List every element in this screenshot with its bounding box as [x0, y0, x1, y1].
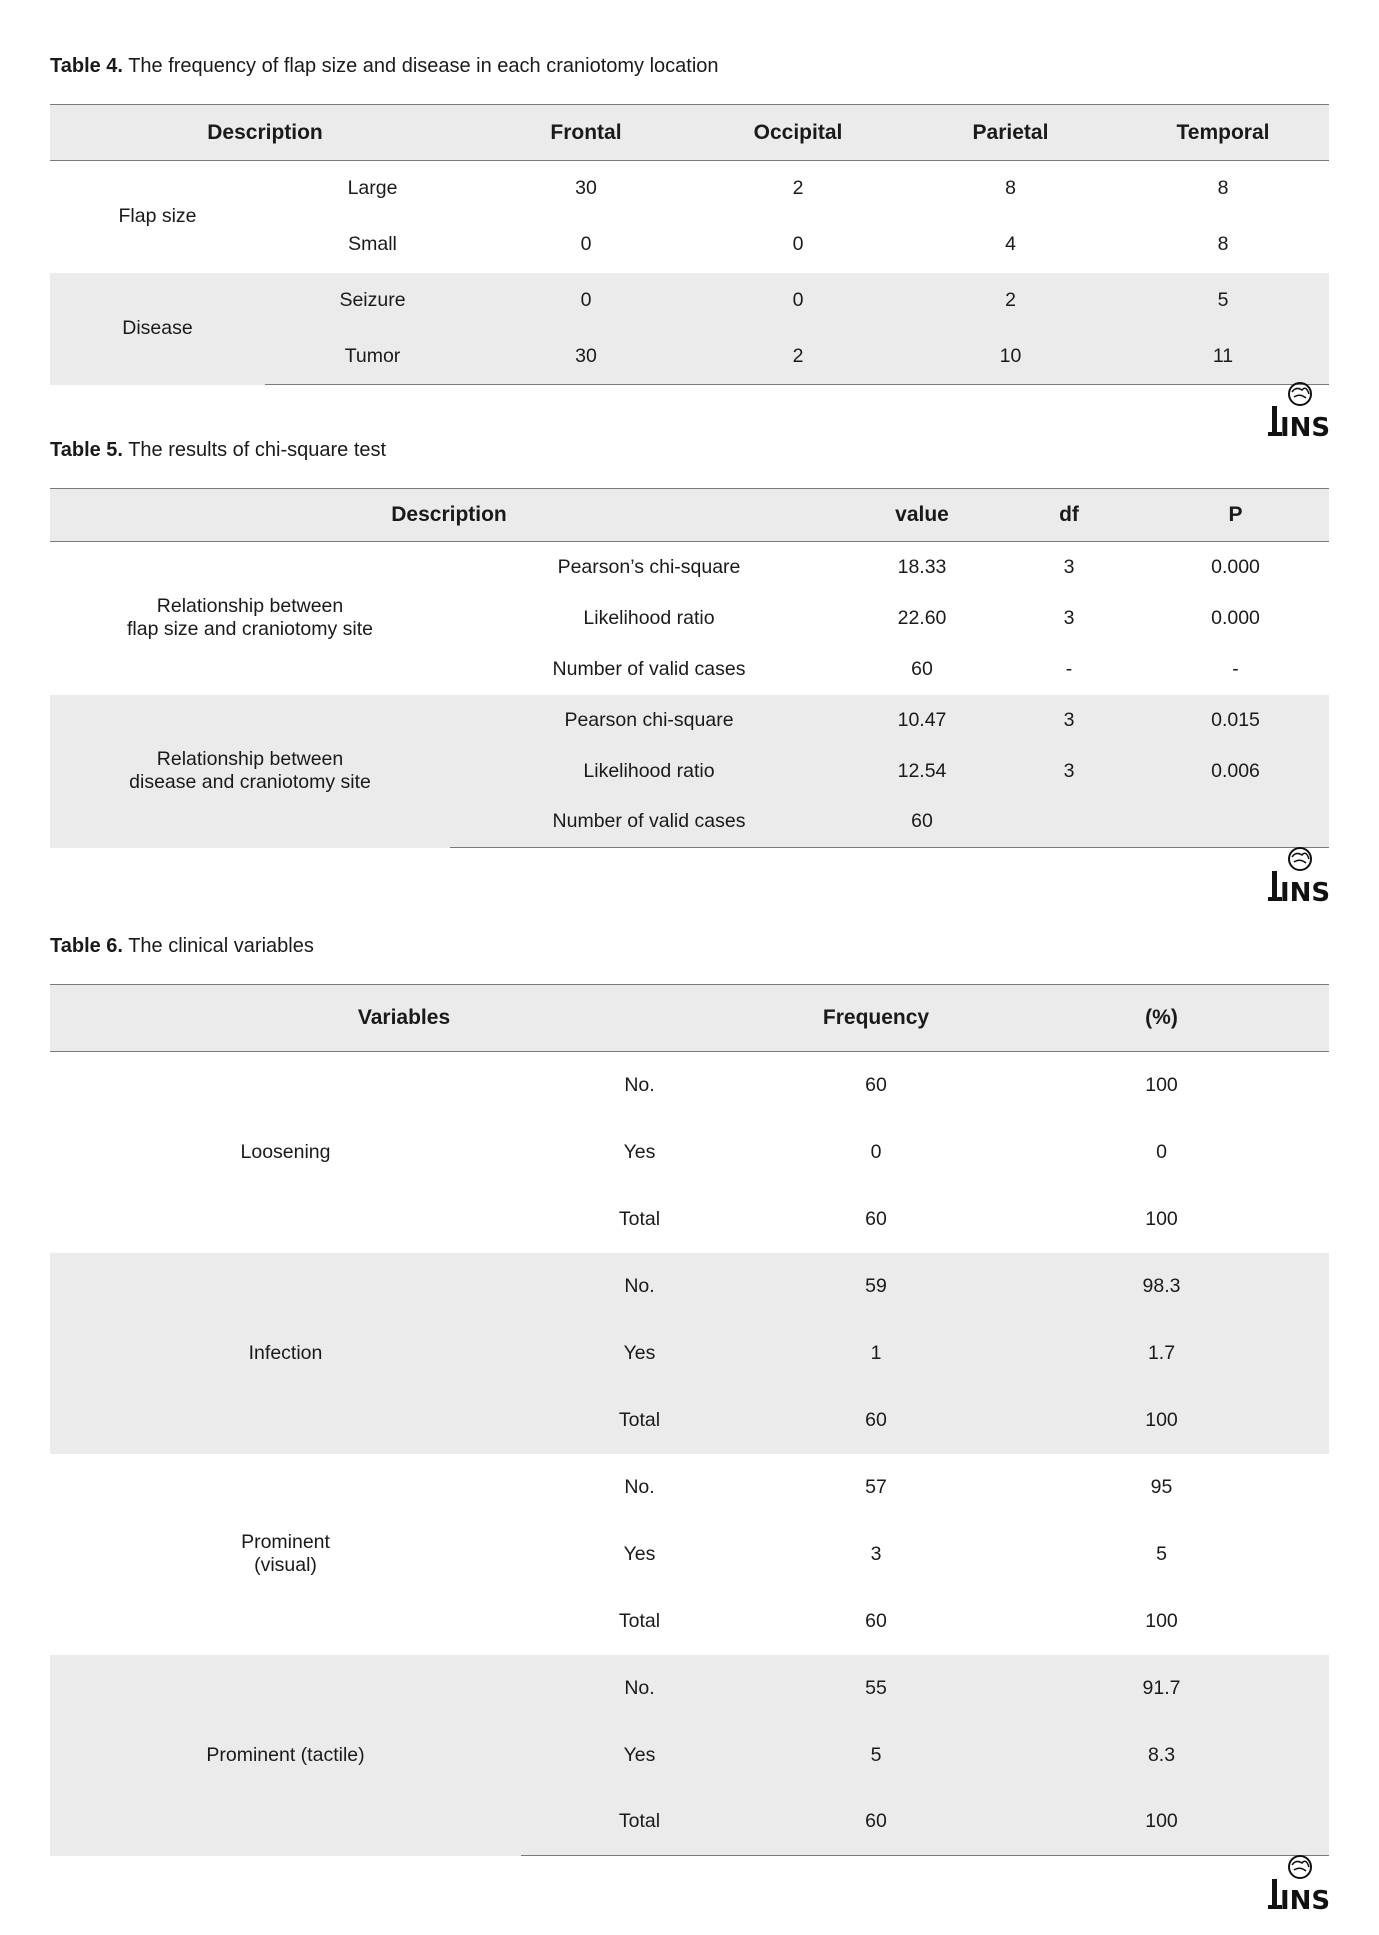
table-cell: 100	[1145, 1073, 1178, 1096]
table4-header-temporal: Temporal	[1117, 105, 1329, 161]
table4-header-frontal: Frontal	[480, 105, 692, 161]
table-cell: 8	[1005, 177, 1016, 200]
table5-sublabel: Likelihood ratio	[583, 606, 715, 629]
table6-group-label-line1: Prominent (tactile)	[206, 1743, 365, 1766]
table-cell: 95	[1150, 1475, 1173, 1498]
table6-sublabel: Total	[618, 1609, 661, 1632]
table-cell: 3	[996, 746, 1142, 797]
table6-header-variables: Variables	[50, 985, 758, 1052]
table-cell: 91.7	[994, 1655, 1329, 1722]
table-cell	[996, 797, 1142, 848]
table5-sublabel: Number of valid cases	[450, 797, 848, 848]
table-cell: 1.7	[994, 1320, 1329, 1387]
table-cell: 8.3	[994, 1722, 1329, 1789]
table-cell: 100	[994, 1387, 1329, 1454]
table6-sublabel: No.	[624, 1475, 655, 1498]
table-cell: -	[1065, 657, 1073, 680]
table-cell: 59	[758, 1253, 994, 1320]
table6	[50, 984, 1329, 1856]
table4-sublabel: Small	[348, 233, 397, 255]
table5	[50, 488, 1329, 848]
table6-group-label-line2: (visual)	[254, 1554, 317, 1576]
table-cell: 3	[1063, 555, 1075, 578]
table4-caption	[50, 54, 719, 78]
table5-header-value: value	[848, 489, 996, 542]
table5-header-p: P	[1142, 489, 1329, 542]
table4-group-label: Flap size	[118, 205, 197, 228]
table-cell: 3	[1063, 606, 1075, 629]
table5-group-label	[50, 542, 450, 695]
table6-sublabel: Total	[618, 1207, 661, 1230]
table5-sublabel: Pearson chi-square	[450, 695, 848, 746]
table-cell: 5	[1156, 1542, 1167, 1565]
table-cell: 0	[1156, 1140, 1167, 1163]
table-row	[50, 1052, 1329, 1119]
table-cell: 60	[865, 1073, 887, 1096]
table4-sublabel: Large	[347, 177, 398, 200]
table-cell: 100	[1145, 1207, 1178, 1230]
table-cell: 55	[758, 1655, 994, 1722]
logo-text: INS	[1280, 413, 1331, 440]
table-cell: 0	[480, 273, 692, 329]
table6-sublabel: Yes	[623, 1542, 656, 1565]
table5-caption	[50, 438, 386, 462]
table-cell: 60	[911, 657, 933, 680]
table-cell: 12.54	[848, 746, 996, 797]
table6-sublabel: Yes	[623, 1140, 656, 1163]
table5-caption-label: Table 5.	[50, 439, 123, 461]
table-cell: 1	[758, 1320, 994, 1387]
table-cell: 5	[758, 1722, 994, 1789]
table6-group-label-line1: Loosening	[240, 1140, 331, 1163]
journal-logo-icon	[1262, 847, 1336, 905]
table-cell: 0.015	[1142, 695, 1329, 746]
table5-header-description: Description	[50, 489, 848, 542]
table4	[50, 104, 1329, 385]
journal-logo-icon	[1262, 1855, 1336, 1913]
table-row	[50, 273, 1329, 329]
table6-caption-label: Table 6.	[50, 935, 123, 957]
table-cell: -	[1232, 657, 1239, 680]
table5-group-label-line1: Relationship between	[156, 748, 344, 770]
table6-caption-text: The clinical variables	[123, 935, 314, 957]
table5-header-df: df	[996, 489, 1142, 542]
table-row	[50, 161, 1329, 217]
table-cell: 10	[904, 329, 1117, 385]
table4-header-parietal: Parietal	[904, 105, 1117, 161]
table6-caption	[50, 934, 314, 958]
table6-sublabel: No.	[624, 1073, 655, 1096]
table6-sublabel: Total	[521, 1387, 758, 1454]
table6-header-percent: (%)	[994, 985, 1329, 1052]
table-row	[50, 1454, 1329, 1521]
table-cell: 98.3	[994, 1253, 1329, 1320]
table-cell: 100	[994, 1789, 1329, 1856]
table6-group-label	[50, 1052, 521, 1253]
table6-sublabel: Yes	[521, 1722, 758, 1789]
table-cell: 0.000	[1211, 606, 1260, 629]
table4-sublabel: Tumor	[265, 329, 480, 385]
table5-group-label-line1: Relationship between	[156, 595, 344, 618]
table-cell: 2	[692, 329, 904, 385]
table6-sublabel: Yes	[521, 1320, 758, 1387]
table5-group-label	[50, 695, 450, 848]
table6-header-frequency: Frequency	[758, 985, 994, 1052]
table5-sublabel: Number of valid cases	[552, 657, 746, 680]
table6-group-label	[50, 1454, 521, 1655]
table4-header-occipital: Occipital	[692, 105, 904, 161]
table6-group-label	[50, 1655, 521, 1856]
table5-group-label-line2: flap size and craniotomy site	[126, 618, 374, 641]
table6-group-label	[50, 1253, 521, 1454]
table-cell: 30	[575, 177, 597, 200]
table4-caption-label: Table 4.	[50, 55, 123, 77]
logo-text: INS	[1280, 1886, 1331, 1913]
table-cell: 60	[865, 1609, 887, 1632]
table-cell: 0	[792, 233, 804, 255]
table-cell: 60	[758, 1387, 994, 1454]
table-cell: 0.006	[1142, 746, 1329, 797]
table5-group-label-line2: disease and craniotomy site	[129, 771, 371, 793]
table5-sublabel: Likelihood ratio	[450, 746, 848, 797]
logo-text: INS	[1280, 878, 1331, 905]
table-cell: 0	[580, 233, 592, 255]
table-cell: 60	[758, 1789, 994, 1856]
table-cell: 0	[870, 1140, 882, 1163]
table-cell: 3	[870, 1542, 882, 1565]
table-cell: 18.33	[897, 555, 947, 578]
table6-group-label-line1: Prominent	[241, 1531, 330, 1553]
table5-sublabel: Pearson’s chi-square	[557, 555, 741, 578]
table6-sublabel: Total	[521, 1789, 758, 1856]
table4-header-description: Description	[50, 105, 480, 161]
table-cell: 2	[904, 273, 1117, 329]
table-cell: 0.000	[1211, 555, 1260, 578]
table-row	[50, 1655, 1329, 1722]
table4-group-label: Disease	[50, 273, 265, 385]
table-cell: 10.47	[848, 695, 996, 746]
table-cell: 22.60	[897, 606, 947, 629]
table4-sublabel: Seizure	[265, 273, 480, 329]
table-cell: 0	[692, 273, 904, 329]
table5-caption-text: The results of chi-square test	[123, 439, 387, 461]
table-cell: 11	[1117, 329, 1329, 385]
table-cell: 60	[848, 797, 996, 848]
table-cell: 8	[1217, 233, 1229, 255]
table6-sublabel: No.	[521, 1253, 758, 1320]
table-cell: 100	[1145, 1609, 1178, 1632]
table-cell: 8	[1217, 177, 1229, 200]
journal-logo-icon	[1262, 382, 1336, 440]
table-row	[50, 695, 1329, 746]
table6-group-label-line1: Infection	[248, 1341, 323, 1364]
table-cell: 60	[865, 1207, 887, 1230]
table-cell	[1142, 797, 1329, 848]
table6-sublabel: No.	[521, 1655, 758, 1722]
table4-caption-text: The frequency of flap size and disease in each craniotomy location	[123, 55, 719, 77]
table-cell: 2	[792, 177, 804, 200]
table-row	[50, 542, 1329, 593]
table-cell: 4	[1005, 233, 1016, 255]
table-cell: 57	[865, 1475, 887, 1498]
table-row	[50, 1253, 1329, 1320]
table-cell: 30	[480, 329, 692, 385]
table-cell: 5	[1117, 273, 1329, 329]
table-cell: 3	[996, 695, 1142, 746]
